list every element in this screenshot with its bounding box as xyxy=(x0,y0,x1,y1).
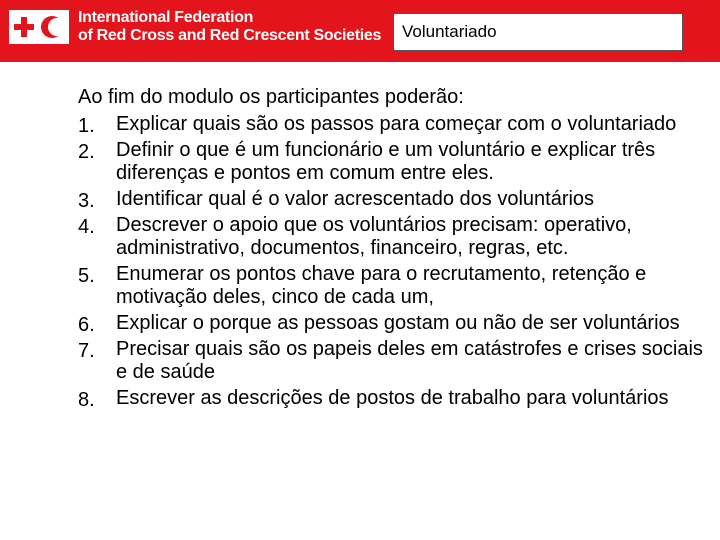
list-item xyxy=(78,188,708,211)
title-box xyxy=(393,13,683,51)
organization-name-line1: International Federation xyxy=(78,9,254,26)
item-number: 3. xyxy=(78,190,95,212)
item-number: 6. xyxy=(78,314,95,336)
page-title: Voluntariado xyxy=(402,22,497,41)
organization-name xyxy=(78,9,381,45)
red-cross-crescent-logo-icon xyxy=(9,10,69,44)
objectives-list xyxy=(78,113,708,410)
list-item xyxy=(78,214,708,260)
intro-text: Ao fim do modulo os participantes poderão: xyxy=(78,86,464,108)
list-item xyxy=(78,338,708,384)
item-text: Identificar qual é o valor acrescentado dos voluntários xyxy=(116,188,595,210)
item-text: Definir o que é um funcionário e um voluntário e explicar três diferenças e pontos em comum entre eles. xyxy=(116,139,656,184)
list-item xyxy=(78,387,708,410)
item-text: Escrever as descrições de postos de trabalho para voluntários xyxy=(116,387,669,409)
list-item xyxy=(78,312,708,335)
item-text: Enumerar os pontos chave para o recrutamento, retenção e motivação deles, cinco de cada um, xyxy=(116,263,647,308)
item-number: 7. xyxy=(78,340,95,362)
item-number: 2. xyxy=(78,141,95,163)
list-item xyxy=(78,139,708,185)
list-item xyxy=(78,263,708,309)
item-text: Explicar o porque as pessoas gostam ou não de ser voluntários xyxy=(116,312,680,334)
item-number: 1. xyxy=(78,115,95,137)
header-banner xyxy=(0,0,720,62)
organization-name-line2: of Red Cross and Red Crescent Societies xyxy=(78,27,382,44)
item-text: Precisar quais são os papeis deles em catástrofes e crises sociais e de saúde xyxy=(116,338,703,383)
list-item xyxy=(78,113,708,136)
item-number: 5. xyxy=(78,265,95,287)
main-content xyxy=(78,84,708,410)
item-number: 4. xyxy=(78,216,95,238)
item-text: Descrever o apoio que os voluntários precisam: operativo, administrativo, documentos, financeiro, regras, etc. xyxy=(116,214,632,259)
item-number: 8. xyxy=(78,389,95,411)
item-text: Explicar quais são os passos para começar com o voluntariado xyxy=(116,113,677,135)
